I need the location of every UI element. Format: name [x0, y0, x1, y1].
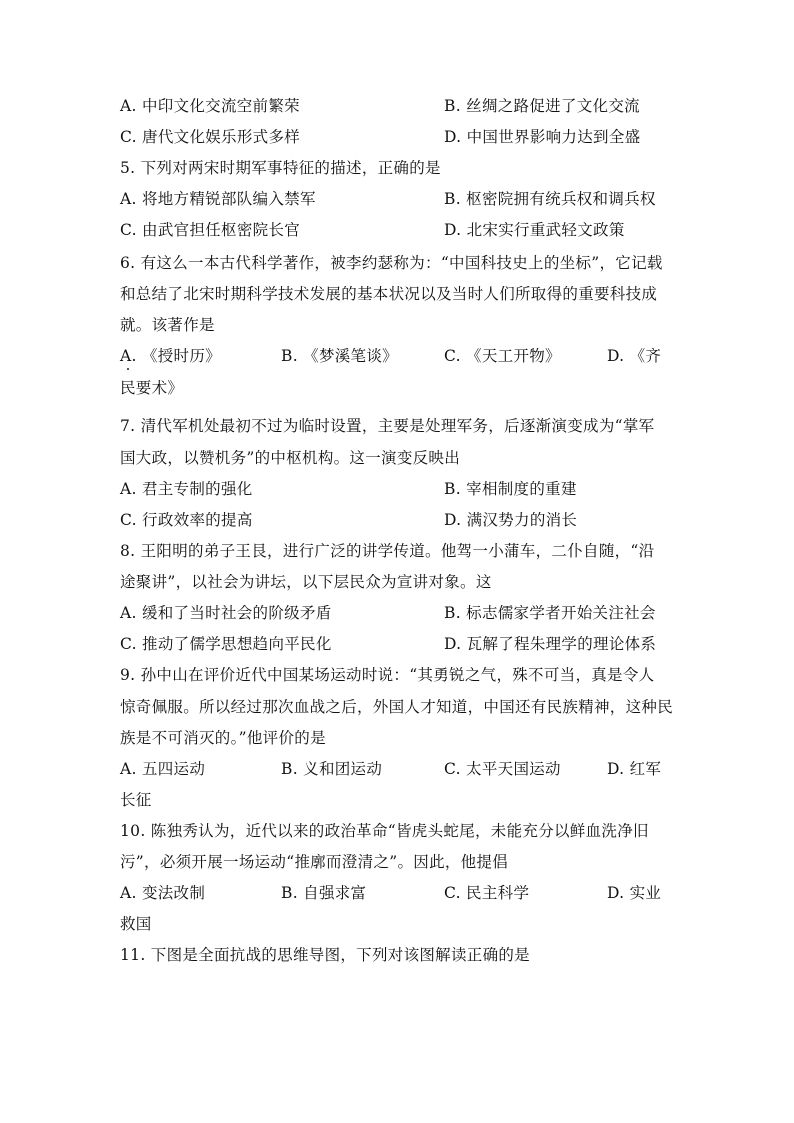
q9-stem-line-1: 9. 孙中山在评价近代中国某场运动时说：“其勇锐之气，殊不可当，真是令人 — [120, 666, 655, 684]
q9-option-b: B. 义和团运动 — [281, 760, 383, 778]
q10-option-a: A. 变法改制 — [120, 884, 206, 902]
q9-option-d-continued: 长征 — [120, 791, 152, 809]
q11-stem: 11. 下图是全面抗战的思维导图，下列对该图解读正确的是 — [120, 946, 530, 964]
q6-option-a: A. 《授时历》 — [120, 347, 221, 365]
q10-option-d-continued: 救国 — [120, 915, 152, 933]
q8-option-a: A. 缓和了当时社会的阶级矛盾 — [120, 604, 332, 622]
q7-stem-line-2: 国大政，以赞机务”的中枢机构。这一演变反映出 — [120, 449, 461, 467]
q8-stem-line-1: 8. 王阳明的弟子王艮，进行广泛的讲学传道。他驾一小蒲车，二仆自随，“沿 — [120, 542, 655, 560]
q5-option-d: D. 北宋实行重武轻文政策 — [444, 221, 625, 239]
q8-stem-line-2: 途聚讲”，以社会为讲坛，以下层民众为宣讲对象。这 — [120, 573, 492, 591]
q9-option-c: C. 太平天国运动 — [444, 760, 561, 778]
q7-option-c: C. 行政效率的提高 — [120, 511, 253, 529]
q4-option-d: D. 中国世界影响力达到全盛 — [444, 128, 641, 146]
stray-dot-mark — [127, 368, 129, 370]
q5-option-c: C. 由武官担任枢密院长官 — [120, 221, 301, 239]
q10-option-d: D. 实业 — [607, 884, 662, 902]
q8-option-c: C. 推动了儒学思想趋向平民化 — [120, 635, 332, 653]
q6-stem-line-3: 就。该著作是 — [120, 316, 215, 334]
q5-option-a: A. 将地方精锐部队编入禁军 — [120, 190, 316, 208]
q10-option-c: C. 民主科学 — [444, 884, 530, 902]
q7-option-a: A. 君主专制的强化 — [120, 480, 253, 498]
q9-option-d: D. 红军 — [607, 760, 662, 778]
q4-option-b: B. 丝绸之路促进了文化交流 — [444, 97, 640, 115]
q6-option-d: D. 《齐 — [607, 347, 662, 365]
q7-stem-line-1: 7. 清代军机处最初不过为临时设置，主要是处理军务，后逐渐演变成为“掌军 — [120, 417, 655, 435]
q9-option-a: A. 五四运动 — [120, 760, 206, 778]
q4-option-c: C. 唐代文化娱乐形式多样 — [120, 128, 301, 146]
q6-stem-line-1: 6. 有这么一本古代科学著作，被李约瑟称为：“中国科技史上的坐标”，它记载 — [120, 254, 663, 272]
q8-option-d: D. 瓦解了程朱理学的理论体系 — [444, 635, 657, 653]
q9-stem-line-2: 惊奇佩服。所以经过那次血战之后，外国人才知道，中国还有民族精神，这种民 — [120, 698, 674, 716]
q6-option-b: B. 《梦溪笔谈》 — [281, 347, 398, 365]
q7-option-d: D. 满汉势力的消长 — [444, 511, 578, 529]
q6-stem-line-2: 和总结了北宋时期科学技术发展的基本状况以及当时人们所取得的重要科技成 — [120, 285, 658, 303]
q10-option-b: B. 自强求富 — [281, 884, 367, 902]
q6-option-c: C. 《天工开物》 — [444, 347, 561, 365]
q4-option-a: A. 中印文化交流空前繁荣 — [120, 97, 300, 115]
q7-option-b: B. 宰相制度的重建 — [444, 480, 577, 498]
q8-option-b: B. 标志儒家学者开始关注社会 — [444, 604, 656, 622]
q9-stem-line-3: 族是不可消灭的。”他评价的是 — [120, 729, 326, 747]
q5-stem: 5. 下列对两宋时期军事特征的描述，正确的是 — [120, 159, 441, 177]
q5-option-b: B. 枢密院拥有统兵权和调兵权 — [444, 190, 656, 208]
q6-option-d-continued: 民要术》 — [120, 379, 184, 397]
q10-stem-line-1: 10. 陈独秀认为，近代以来的政治革命“皆虎头蛇尾，未能充分以鲜血洗净旧 — [120, 822, 649, 840]
q10-stem-line-2: 污”，必须开展一场运动“推廓而澄清之”。因此，他提倡 — [120, 853, 509, 871]
